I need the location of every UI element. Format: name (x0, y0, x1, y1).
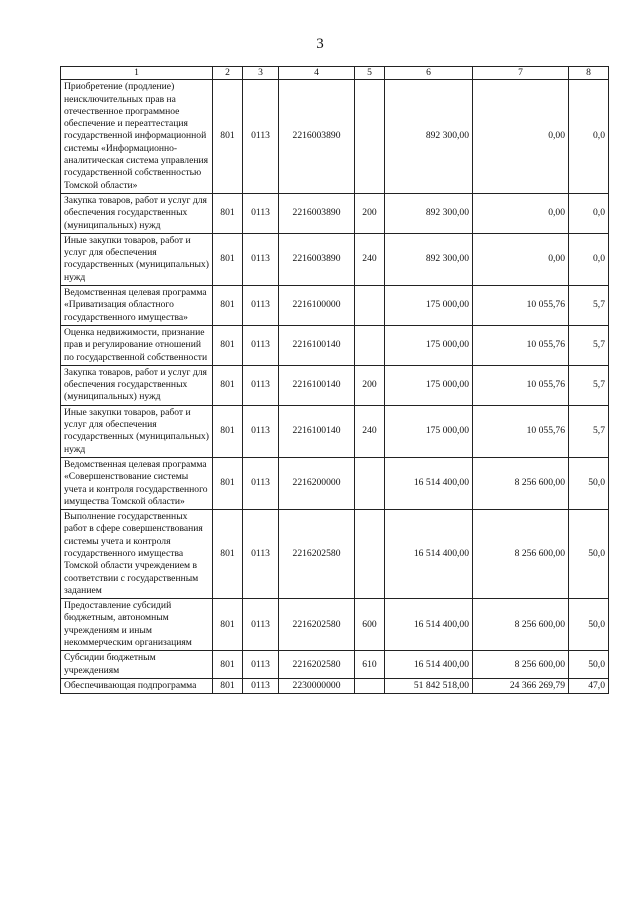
plan-amount-cell: 16 514 400,00 (385, 599, 473, 651)
item-name-cell: Ведомственная целевая программа «Приватизация областного государственного имущества» (61, 286, 213, 326)
ministry-code-cell: 801 (213, 510, 243, 599)
plan-amount-cell: 175 000,00 (385, 286, 473, 326)
target-article-cell: 2216202580 (279, 651, 355, 679)
item-name-cell: Приобретение (продление) неисключительных прав на отечественное программное обеспечение и переаттестация государственной информационной системы «Информационно-аналитическая система управления государственной собственностью Томской области» (61, 80, 213, 194)
target-article-cell: 2216202580 (279, 510, 355, 599)
column-header: 1 (61, 67, 213, 80)
expense-type-cell (355, 286, 385, 326)
executed-amount-cell: 10 055,76 (473, 405, 569, 457)
section-code-cell: 0113 (243, 678, 279, 693)
plan-amount-cell: 892 300,00 (385, 233, 473, 285)
table-row (61, 510, 609, 599)
target-article-cell: 2216202580 (279, 599, 355, 651)
column-header: 4 (279, 67, 355, 80)
table-row (61, 80, 609, 194)
expense-type-cell: 600 (355, 599, 385, 651)
executed-amount-cell: 8 256 600,00 (473, 651, 569, 679)
percent-cell: 50,0 (569, 651, 609, 679)
section-code-cell: 0113 (243, 325, 279, 365)
percent-cell: 5,7 (569, 325, 609, 365)
executed-amount-cell: 0,00 (473, 233, 569, 285)
section-code-cell: 0113 (243, 286, 279, 326)
column-header: 7 (473, 67, 569, 80)
table-row (61, 286, 609, 326)
target-article-cell: 2216003890 (279, 80, 355, 194)
section-code-cell: 0113 (243, 193, 279, 233)
expense-type-cell (355, 457, 385, 509)
table-row (61, 405, 609, 457)
column-header: 8 (569, 67, 609, 80)
column-header: 6 (385, 67, 473, 80)
executed-amount-cell: 24 366 269,79 (473, 678, 569, 693)
ministry-code-cell: 801 (213, 80, 243, 194)
percent-cell: 0,0 (569, 80, 609, 194)
item-name-cell: Субсидии бюджетным учреждениям (61, 651, 213, 679)
ministry-code-cell: 801 (213, 325, 243, 365)
target-article-cell: 2216100140 (279, 365, 355, 405)
table-body (61, 80, 609, 694)
expense-type-cell (355, 510, 385, 599)
table-row (61, 651, 609, 679)
percent-cell: 50,0 (569, 510, 609, 599)
plan-amount-cell: 51 842 518,00 (385, 678, 473, 693)
section-code-cell: 0113 (243, 651, 279, 679)
plan-amount-cell: 175 000,00 (385, 325, 473, 365)
table-row (61, 325, 609, 365)
executed-amount-cell: 10 055,76 (473, 286, 569, 326)
item-name-cell: Выполнение государственных работ в сфере совершенствования системы учета и контроля государственного имущества Томской области учреждением в соответствии с государственным заданием (61, 510, 213, 599)
executed-amount-cell: 10 055,76 (473, 325, 569, 365)
percent-cell: 0,0 (569, 233, 609, 285)
table-row (61, 233, 609, 285)
executed-amount-cell: 0,00 (473, 80, 569, 194)
percent-cell: 0,0 (569, 193, 609, 233)
item-name-cell: Оценка недвижимости, признание прав и регулирование отношений по государственной собственности (61, 325, 213, 365)
executed-amount-cell: 8 256 600,00 (473, 599, 569, 651)
item-name-cell: Ведомственная целевая программа «Совершенствование системы учета и контроля государственного имущества Томской области» (61, 457, 213, 509)
ministry-code-cell: 801 (213, 599, 243, 651)
table-header-row (61, 67, 609, 80)
plan-amount-cell: 16 514 400,00 (385, 457, 473, 509)
target-article-cell: 2216100140 (279, 325, 355, 365)
item-name-cell: Обеспечивающая подпрограмма (61, 678, 213, 693)
target-article-cell: 2216100000 (279, 286, 355, 326)
item-name-cell: Иные закупки товаров, работ и услуг для обеспечения государственных (муниципальных) нужд (61, 405, 213, 457)
expense-type-cell: 200 (355, 365, 385, 405)
column-header: 3 (243, 67, 279, 80)
ministry-code-cell: 801 (213, 457, 243, 509)
item-name-cell: Закупка товаров, работ и услуг для обеспечения государственных (муниципальных) нужд (61, 193, 213, 233)
executed-amount-cell: 8 256 600,00 (473, 510, 569, 599)
target-article-cell: 2216100140 (279, 405, 355, 457)
plan-amount-cell: 16 514 400,00 (385, 510, 473, 599)
expense-type-cell: 240 (355, 405, 385, 457)
expense-type-cell: 240 (355, 233, 385, 285)
item-name-cell: Иные закупки товаров, работ и услуг для обеспечения государственных (муниципальных) нужд (61, 233, 213, 285)
expense-type-cell (355, 325, 385, 365)
percent-cell: 5,7 (569, 405, 609, 457)
ministry-code-cell: 801 (213, 405, 243, 457)
ministry-code-cell: 801 (213, 193, 243, 233)
target-article-cell: 2216200000 (279, 457, 355, 509)
ministry-code-cell: 801 (213, 286, 243, 326)
ministry-code-cell: 801 (213, 651, 243, 679)
section-code-cell: 0113 (243, 405, 279, 457)
section-code-cell: 0113 (243, 233, 279, 285)
budget-table (60, 66, 609, 694)
target-article-cell: 2216003890 (279, 193, 355, 233)
plan-amount-cell: 175 000,00 (385, 365, 473, 405)
plan-amount-cell: 892 300,00 (385, 193, 473, 233)
target-article-cell: 2230000000 (279, 678, 355, 693)
expense-type-cell: 610 (355, 651, 385, 679)
table-row (61, 599, 609, 651)
executed-amount-cell: 8 256 600,00 (473, 457, 569, 509)
column-header: 5 (355, 67, 385, 80)
page-number: 3 (316, 36, 324, 52)
section-code-cell: 0113 (243, 365, 279, 405)
ministry-code-cell: 801 (213, 365, 243, 405)
expense-type-cell (355, 678, 385, 693)
ministry-code-cell: 801 (213, 678, 243, 693)
table-row (61, 193, 609, 233)
ministry-code-cell: 801 (213, 233, 243, 285)
executed-amount-cell: 0,00 (473, 193, 569, 233)
plan-amount-cell: 16 514 400,00 (385, 651, 473, 679)
section-code-cell: 0113 (243, 599, 279, 651)
item-name-cell: Закупка товаров, работ и услуг для обеспечения государственных (муниципальных) нужд (61, 365, 213, 405)
column-header: 2 (213, 67, 243, 80)
expense-type-cell (355, 80, 385, 194)
table-row (61, 678, 609, 693)
table-row (61, 365, 609, 405)
percent-cell: 5,7 (569, 286, 609, 326)
section-code-cell: 0113 (243, 80, 279, 194)
table-row (61, 457, 609, 509)
percent-cell: 50,0 (569, 599, 609, 651)
section-code-cell: 0113 (243, 510, 279, 599)
plan-amount-cell: 892 300,00 (385, 80, 473, 194)
plan-amount-cell: 175 000,00 (385, 405, 473, 457)
expense-type-cell: 200 (355, 193, 385, 233)
percent-cell: 47,0 (569, 678, 609, 693)
target-article-cell: 2216003890 (279, 233, 355, 285)
executed-amount-cell: 10 055,76 (473, 365, 569, 405)
item-name-cell: Предоставление субсидий бюджетным, автономным учреждениям и иным некоммерческим организациям (61, 599, 213, 651)
percent-cell: 50,0 (569, 457, 609, 509)
percent-cell: 5,7 (569, 365, 609, 405)
section-code-cell: 0113 (243, 457, 279, 509)
